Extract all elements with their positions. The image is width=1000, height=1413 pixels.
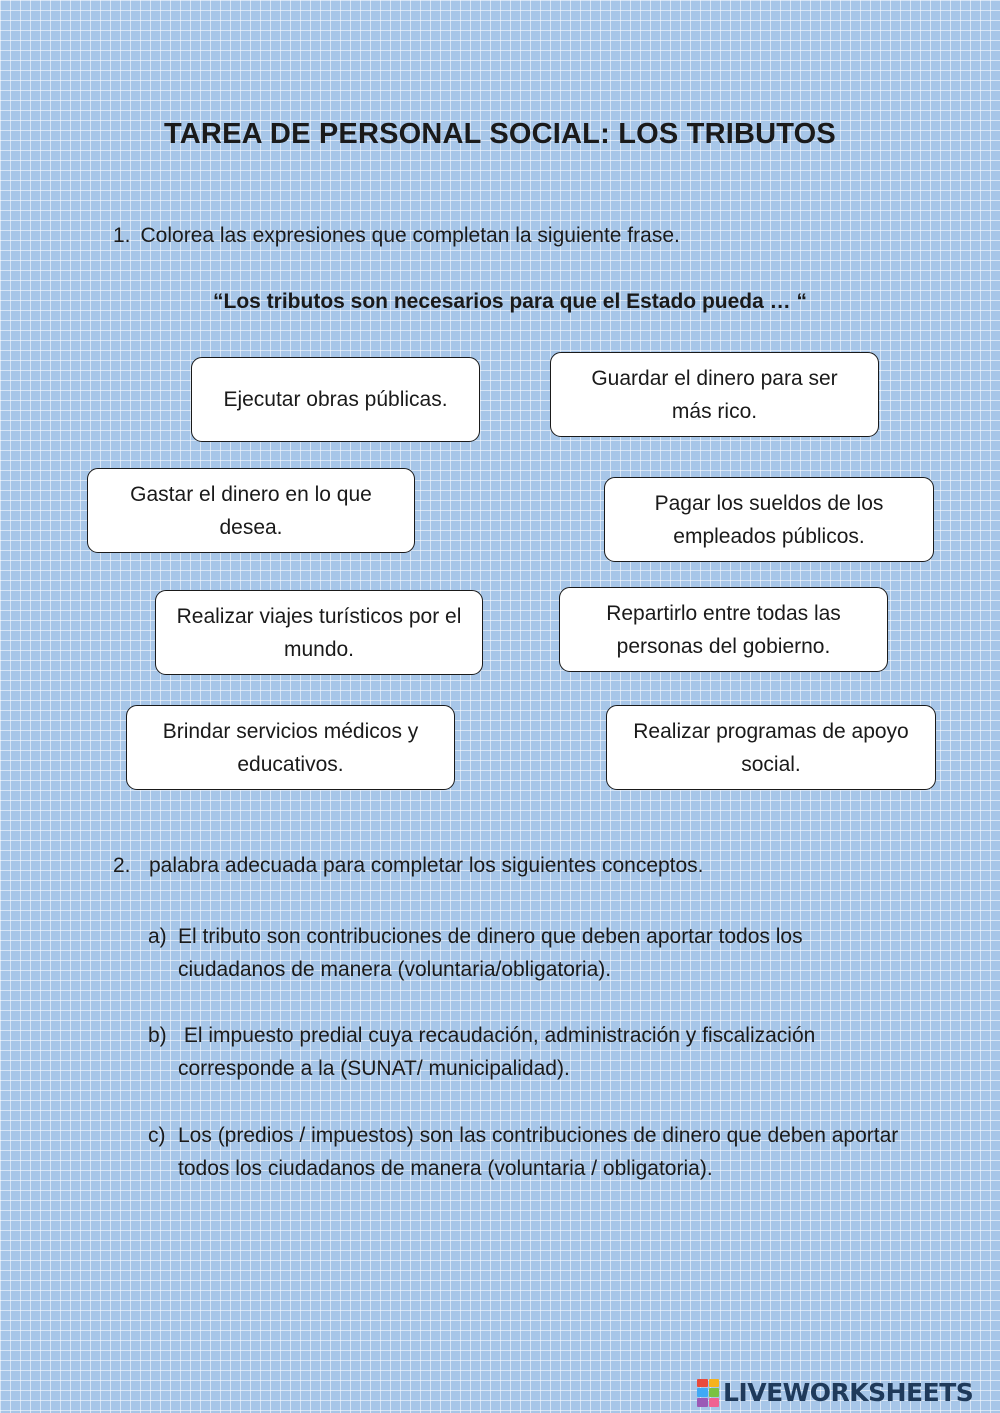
item-text: Los (predios / impuestos) son las contribuciones de dinero que deben aportar todos los ciudadanos de manera (voluntaria / obligatoria). [178, 1124, 899, 1180]
option-box-repartirlo[interactable]: Repartirlo entre todas las personas del gobierno. [559, 587, 888, 672]
item-text: El impuesto predial cuya recaudación, administración y fiscalización corresponde a la (SUNAT/ municipalidad). [178, 1024, 822, 1080]
question-1-quote: “Los tributos son necesarios para que el Estado pueda … “ [213, 290, 807, 313]
option-box-servicios-medicos[interactable]: Brindar servicios médicos y educativos. [126, 705, 455, 790]
item-letter: c) [148, 1124, 166, 1147]
option-box-guardar-dinero[interactable]: Guardar el dinero para ser más rico. [550, 352, 879, 437]
question-2 [113, 854, 704, 878]
item-letter: a) [148, 925, 167, 948]
option-box-viajes-turisticos[interactable]: Realizar viajes turísticos por el mundo. [155, 590, 483, 675]
question-1 [113, 224, 680, 248]
option-box-pagar-sueldos[interactable]: Pagar los sueldos de los empleados públicos. [604, 477, 934, 562]
question-2-item-a [148, 920, 908, 986]
question-2-number: 2. [113, 854, 131, 877]
worksheet-title: TAREA DE PERSONAL SOCIAL: LOS TRIBUTOS [164, 118, 836, 150]
option-box-gastar-dinero[interactable]: Gastar el dinero en lo que desea. [87, 468, 415, 553]
option-box-obras-publicas[interactable]: Ejecutar obras públicas. [191, 357, 480, 442]
item-letter: b) [148, 1024, 167, 1047]
question-2-item-b [148, 1019, 908, 1085]
logo-mark-icon [697, 1379, 719, 1407]
question-1-text: Colorea las expresiones que completan la siguiente frase. [140, 224, 680, 247]
option-box-programas-apoyo[interactable]: Realizar programas de apoyo social. [606, 705, 936, 790]
question-2-item-c [148, 1119, 908, 1185]
watermark-text: LIVEWORKSHEETS [723, 1378, 974, 1407]
question-1-number: 1. [113, 224, 131, 247]
question-2-text: palabra adecuada para completar los siguientes conceptos. [149, 854, 704, 877]
item-text: El tributo son contribuciones de dinero que deben aportar todos los ciudadanos de manera (voluntaria/obligatoria). [178, 925, 803, 981]
liveworksheets-logo [697, 1378, 973, 1407]
